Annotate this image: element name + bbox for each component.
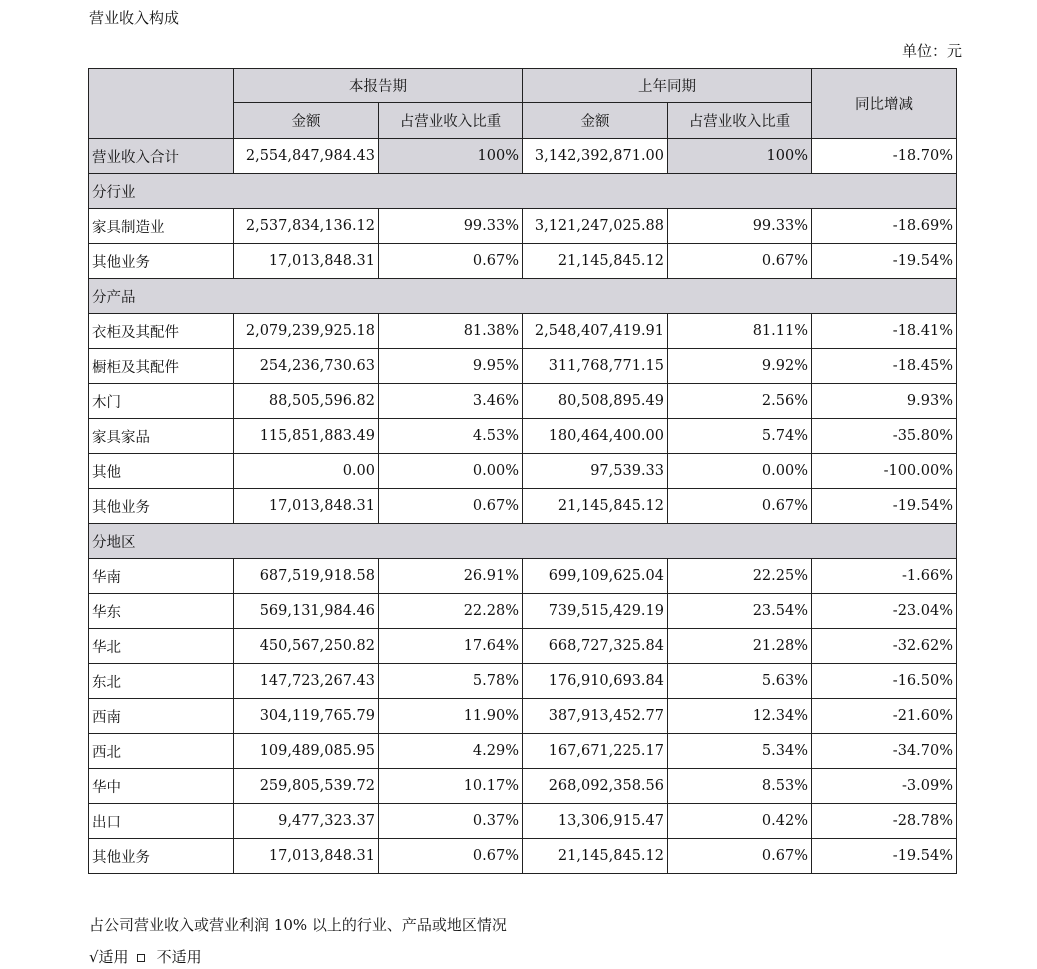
yoy-change: 9.93% xyxy=(812,384,957,419)
prev-amount: 2,548,407,419.91 xyxy=(523,314,668,349)
row-label: 其他业务 xyxy=(89,244,234,279)
cur-amount: 109,489,085.95 xyxy=(234,734,379,769)
header-blank xyxy=(89,69,234,139)
cur-amount: 254,236,730.63 xyxy=(234,349,379,384)
cur-amount: 17,013,848.31 xyxy=(234,489,379,524)
prev-share: 2.56% xyxy=(668,384,812,419)
cur-amount: 687,519,918.58 xyxy=(234,559,379,594)
prev-share: 0.67% xyxy=(668,839,812,874)
prev-share: 81.11% xyxy=(668,314,812,349)
yoy-change: -23.04% xyxy=(812,594,957,629)
prev-amount: 668,727,325.84 xyxy=(523,629,668,664)
row-label: 橱柜及其配件 xyxy=(89,349,234,384)
table-row xyxy=(89,629,957,664)
prev-amount: 13,306,915.47 xyxy=(523,804,668,839)
prev-amount: 167,671,225.17 xyxy=(523,734,668,769)
row-label: 其他业务 xyxy=(89,839,234,874)
table-row xyxy=(89,349,957,384)
yoy-change: -1.66% xyxy=(812,559,957,594)
cur-amount: 0.00 xyxy=(234,454,379,489)
prev-share: 22.25% xyxy=(668,559,812,594)
prev-amount: 21,145,845.12 xyxy=(523,489,668,524)
prev-share: 0.00% xyxy=(668,454,812,489)
prev-amount: 387,913,452.77 xyxy=(523,699,668,734)
yoy-change: -18.45% xyxy=(812,349,957,384)
row-label: 华中 xyxy=(89,769,234,804)
table-row xyxy=(89,454,957,489)
prev-amount: 176,910,693.84 xyxy=(523,664,668,699)
prev-share: 12.34% xyxy=(668,699,812,734)
row-label: 木门 xyxy=(89,384,234,419)
table-row xyxy=(89,244,957,279)
header-prior-period: 上年同期 xyxy=(523,69,812,103)
section-region xyxy=(89,524,957,559)
cur-amount: 304,119,765.79 xyxy=(234,699,379,734)
cur-share: 4.29% xyxy=(379,734,523,769)
applicability-line xyxy=(89,946,202,967)
yoy-change: -28.78% xyxy=(812,804,957,839)
cur-share: 10.17% xyxy=(379,769,523,804)
table-row xyxy=(89,209,957,244)
prev-amount: 3,142,392,871.00 xyxy=(523,139,668,174)
row-label: 西北 xyxy=(89,734,234,769)
cur-amount: 115,851,883.49 xyxy=(234,419,379,454)
cur-amount: 17,013,848.31 xyxy=(234,244,379,279)
table-row xyxy=(89,559,957,594)
applicable-label: √适用 xyxy=(89,948,129,966)
row-label: 出口 xyxy=(89,804,234,839)
row-label: 衣柜及其配件 xyxy=(89,314,234,349)
row-label: 其他业务 xyxy=(89,489,234,524)
prev-share: 23.54% xyxy=(668,594,812,629)
table-row xyxy=(89,664,957,699)
cur-share: 22.28% xyxy=(379,594,523,629)
row-label: 华南 xyxy=(89,559,234,594)
prev-share: 0.67% xyxy=(668,489,812,524)
cur-amount: 88,505,596.82 xyxy=(234,384,379,419)
yoy-change: -35.80% xyxy=(812,419,957,454)
prev-share: 8.53% xyxy=(668,769,812,804)
cur-amount: 147,723,267.43 xyxy=(234,664,379,699)
footnote: 占公司营业收入或营业利润 10% 以上的行业、产品或地区情况 xyxy=(89,916,507,934)
prev-share: 100% xyxy=(668,139,812,174)
prev-share: 0.42% xyxy=(668,804,812,839)
cur-amount: 2,079,239,925.18 xyxy=(234,314,379,349)
table-row xyxy=(89,769,957,804)
prev-share: 5.34% xyxy=(668,734,812,769)
header-cur-share: 占营业收入比重 xyxy=(379,103,523,139)
prev-amount: 311,768,771.15 xyxy=(523,349,668,384)
prev-share: 5.74% xyxy=(668,419,812,454)
cur-share: 9.95% xyxy=(379,349,523,384)
cur-share: 100% xyxy=(379,139,523,174)
header-yoy: 同比增减 xyxy=(812,69,957,139)
yoy-change: -32.62% xyxy=(812,629,957,664)
table-row xyxy=(89,594,957,629)
row-label: 华东 xyxy=(89,594,234,629)
section-industry xyxy=(89,174,957,209)
prev-amount: 21,145,845.12 xyxy=(523,839,668,874)
row-label: 华北 xyxy=(89,629,234,664)
cur-share: 0.67% xyxy=(379,489,523,524)
prev-share: 9.92% xyxy=(668,349,812,384)
cur-share: 3.46% xyxy=(379,384,523,419)
cur-share: 0.00% xyxy=(379,454,523,489)
table-row xyxy=(89,384,957,419)
prev-amount: 97,539.33 xyxy=(523,454,668,489)
section-title: 营业收入构成 xyxy=(89,9,180,27)
checkbox-icon xyxy=(137,954,145,962)
cur-share: 5.78% xyxy=(379,664,523,699)
yoy-change: -100.00% xyxy=(812,454,957,489)
row-label: 西南 xyxy=(89,699,234,734)
cur-share: 11.90% xyxy=(379,699,523,734)
row-label: 东北 xyxy=(89,664,234,699)
yoy-change: -18.69% xyxy=(812,209,957,244)
prev-share: 99.33% xyxy=(668,209,812,244)
cur-share: 4.53% xyxy=(379,419,523,454)
table-row xyxy=(89,839,957,874)
yoy-change: -19.54% xyxy=(812,244,957,279)
row-label: 营业收入合计 xyxy=(89,139,234,174)
prev-amount: 21,145,845.12 xyxy=(523,244,668,279)
yoy-change: -19.54% xyxy=(812,839,957,874)
yoy-change: -18.70% xyxy=(812,139,957,174)
header-current-period: 本报告期 xyxy=(234,69,523,103)
yoy-change: -3.09% xyxy=(812,769,957,804)
header-prev-amount: 金额 xyxy=(523,103,668,139)
row-label: 其他 xyxy=(89,454,234,489)
cur-share: 99.33% xyxy=(379,209,523,244)
table-row xyxy=(89,489,957,524)
table-row xyxy=(89,804,957,839)
cur-amount: 569,131,984.46 xyxy=(234,594,379,629)
cur-amount: 450,567,250.82 xyxy=(234,629,379,664)
prev-amount: 699,109,625.04 xyxy=(523,559,668,594)
header-prev-share: 占营业收入比重 xyxy=(668,103,812,139)
row-label: 家具制造业 xyxy=(89,209,234,244)
total-row xyxy=(89,139,957,174)
cur-amount: 2,554,847,984.43 xyxy=(234,139,379,174)
prev-amount: 180,464,400.00 xyxy=(523,419,668,454)
prev-amount: 3,121,247,025.88 xyxy=(523,209,668,244)
cur-share: 0.67% xyxy=(379,244,523,279)
prev-share: 5.63% xyxy=(668,664,812,699)
cur-amount: 9,477,323.37 xyxy=(234,804,379,839)
yoy-change: -16.50% xyxy=(812,664,957,699)
prev-amount: 268,092,358.56 xyxy=(523,769,668,804)
table-row xyxy=(89,699,957,734)
cur-share: 17.64% xyxy=(379,629,523,664)
cur-share: 0.37% xyxy=(379,804,523,839)
cur-share: 81.38% xyxy=(379,314,523,349)
revenue-composition-table xyxy=(88,68,957,874)
prev-amount: 80,508,895.49 xyxy=(523,384,668,419)
yoy-change: -18.41% xyxy=(812,314,957,349)
prev-share: 21.28% xyxy=(668,629,812,664)
table-row xyxy=(89,314,957,349)
not-applicable-label: 不适用 xyxy=(156,948,202,966)
cur-amount: 259,805,539.72 xyxy=(234,769,379,804)
yoy-change: -34.70% xyxy=(812,734,957,769)
unit-label: 单位：元 xyxy=(901,42,962,60)
cur-amount: 2,537,834,136.12 xyxy=(234,209,379,244)
prev-share: 0.67% xyxy=(668,244,812,279)
cur-share: 0.67% xyxy=(379,839,523,874)
prev-amount: 739,515,429.19 xyxy=(523,594,668,629)
table-row xyxy=(89,734,957,769)
section-product xyxy=(89,279,957,314)
header-cur-amount: 金额 xyxy=(234,103,379,139)
yoy-change: -19.54% xyxy=(812,489,957,524)
cur-share: 26.91% xyxy=(379,559,523,594)
yoy-change: -21.60% xyxy=(812,699,957,734)
section-label: 分产品 xyxy=(89,279,957,314)
section-label: 分行业 xyxy=(89,174,957,209)
table-row xyxy=(89,419,957,454)
row-label: 家具家品 xyxy=(89,419,234,454)
section-label: 分地区 xyxy=(89,524,957,559)
cur-amount: 17,013,848.31 xyxy=(234,839,379,874)
